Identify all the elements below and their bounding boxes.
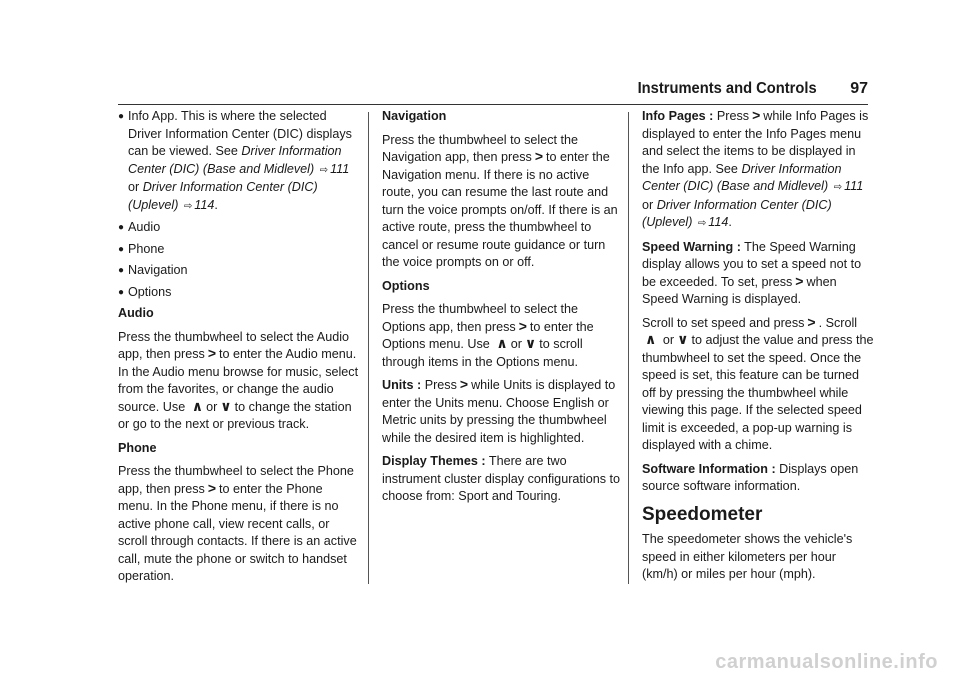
column-2 (382, 108, 622, 512)
column-1 (118, 108, 360, 592)
list-item: ● Info App. This is where the selected Driver Information Center (DIC) displays can be viewed. See Driver Information Center (DIC) (Base and Midlevel) ⇨ 111 or Driver Information Center (DIC) (Uplevel) ⇨ 114. (118, 108, 360, 215)
xref-dic-base[interactable]: Driver Information Center (DIC) (Base and Midlevel) (642, 161, 842, 193)
themes-label: Display Themes : (382, 454, 486, 468)
list-item (118, 284, 360, 302)
chevron-right-icon: > (518, 317, 527, 334)
chevron-right-icon: > (534, 148, 544, 164)
page-reference-icon: ⇨ (183, 200, 193, 212)
chevron-down-icon: ∨ (220, 397, 232, 414)
units-label: Units : (382, 378, 422, 392)
list-item (118, 262, 360, 280)
bullet-icon: ● (118, 243, 125, 255)
xref-page[interactable]: 111 (844, 179, 864, 193)
bullet-icon: ● (118, 111, 125, 122)
speedometer-paragraph: The speedometer shows the vehicle's speed in either kilometers per hour (km/h) or miles per hour (mph). (642, 532, 853, 581)
info-pages-label: Info Pages : (642, 109, 714, 123)
chevron-right-icon: > (459, 376, 469, 392)
themes-paragraph: Display Themes : There are two instrument cluster display configurations to choose from: Sport and Touring. (382, 454, 620, 503)
phone-heading: Phone (118, 440, 157, 455)
xref-dic-uplevel[interactable]: Driver Information Center (DIC) (Uplevel) (642, 197, 832, 229)
phone-paragraph: Press the thumbwheel to select the Phone app, then press > to enter the Phone menu. In the Phone menu, if there is no active phone call, view recent calls, or scroll through contacts. If there is an active call, mute the phone or switch to handset operation. (118, 464, 357, 583)
info-app-text: Info App. This is where the selected Driver Information Center (DIC) displays can be viewed. See (128, 109, 352, 158)
page-number: 97 (850, 80, 868, 97)
list-item-label: Options (128, 284, 172, 299)
xref-dic-uplevel[interactable]: Driver Information Center (DIC) (Uplevel) (128, 180, 318, 212)
list-item (118, 241, 360, 259)
units-paragraph: Units : Press > while Units is displayed to enter the Units menu. Choose English or Metric units by pressing the thumbwheel while the desired item is highlighted. (382, 376, 616, 445)
chevron-up-icon: ∧ (496, 335, 508, 351)
chevron-right-icon: > (795, 272, 804, 289)
xref-dic-base[interactable]: Driver Information Center (DIC) (Base and Midlevel) (128, 144, 342, 176)
chevron-right-icon: > (752, 107, 761, 123)
software-info-label: Software Information : (642, 461, 776, 476)
software-info-paragraph: Software Information : Displays open source software information. (642, 461, 859, 493)
xref-page[interactable]: 114 (194, 197, 215, 212)
speed-set-paragraph: Scroll to set speed and press > . Scroll∧ or ∨ to adjust the value and press the thumbwheel to set the speed. Once the speed is set, this feature can be turned off by pressing the thumbwheel while viewing this page. If the selected speed limit is exceeded, a pop-up warning is displayed with a chime. (642, 313, 874, 452)
audio-heading: Audio (118, 306, 154, 320)
info-pages-paragraph: Info Pages : Press > while Info Pages is displayed to enter the Info Pages menu and select the items to be displayed in the Info app. See Driver Information Center (DIC) (Base and Midlevel) ⇨ 111 or Driver Information Center (DIC) (Uplevel) ⇨ 114. (642, 107, 869, 229)
header-rule (118, 104, 868, 105)
chevron-down-icon: ∨ (677, 331, 689, 347)
list-item-label: Navigation (128, 263, 188, 277)
speedometer-heading: Speedometer (642, 503, 763, 525)
navigation-paragraph: Press the thumbwheel to select the Navigation app, then press > to enter the Navigation menu. If there is no active route, you can resume the last route and turn the voice prompts on/off. If there is an active route, press the thumbwheel to cancel or resume route guidance or turn the voice prompts on or off. (382, 132, 618, 269)
navigation-heading: Navigation (382, 109, 447, 123)
page-header (622, 80, 868, 98)
options-paragraph: Press the thumbwheel to select the Options app, then press > to enter the Options menu. Use ∧ or ∨ to scroll through items in the Options menu. (382, 302, 594, 369)
speed-warning-label: Speed Warning : (642, 239, 741, 254)
column-3 (642, 108, 874, 590)
xref-page[interactable]: 111 (330, 161, 350, 176)
column-divider-1 (368, 112, 369, 584)
speed-warning-paragraph: Speed Warning : The Speed Warning display allows you to set a speed not to be exceeded. To set, press > when Speed Warning is displayed. (642, 239, 862, 306)
column-divider-2 (628, 112, 629, 584)
chevron-down-icon: ∨ (524, 335, 537, 351)
bullet-icon: ● (118, 265, 125, 276)
xref-page[interactable]: 114 (708, 215, 729, 229)
options-heading: Options (382, 278, 430, 293)
page-reference-icon: ⇨ (697, 218, 707, 229)
page-reference-icon: ⇨ (319, 164, 329, 176)
chevron-right-icon: > (807, 313, 816, 330)
chevron-up-icon: ∧ (645, 331, 657, 347)
audio-paragraph: Press the thumbwheel to select the Audio app, then press > to enter the Audio menu. In the Audio menu browse for music, select from the favorites, or change the audio source. Use ∧ or ∨ to change the station or go to the next or previous track. (118, 329, 359, 431)
or-text: or (128, 180, 140, 194)
chevron-up-icon: ∧ (191, 397, 204, 414)
chevron-right-icon: > (207, 479, 217, 496)
list-item-label: Audio (128, 220, 161, 234)
chevron-right-icon: > (207, 345, 217, 361)
bullet-icon: ● (118, 286, 125, 298)
page-reference-icon: ⇨ (833, 182, 843, 193)
list-item-label: Phone (128, 241, 165, 256)
section-title: Instruments and Controls (637, 80, 817, 97)
list-item (118, 219, 360, 237)
watermark: carmanualsonline.info (715, 651, 938, 673)
bullet-icon: ● (118, 222, 125, 233)
